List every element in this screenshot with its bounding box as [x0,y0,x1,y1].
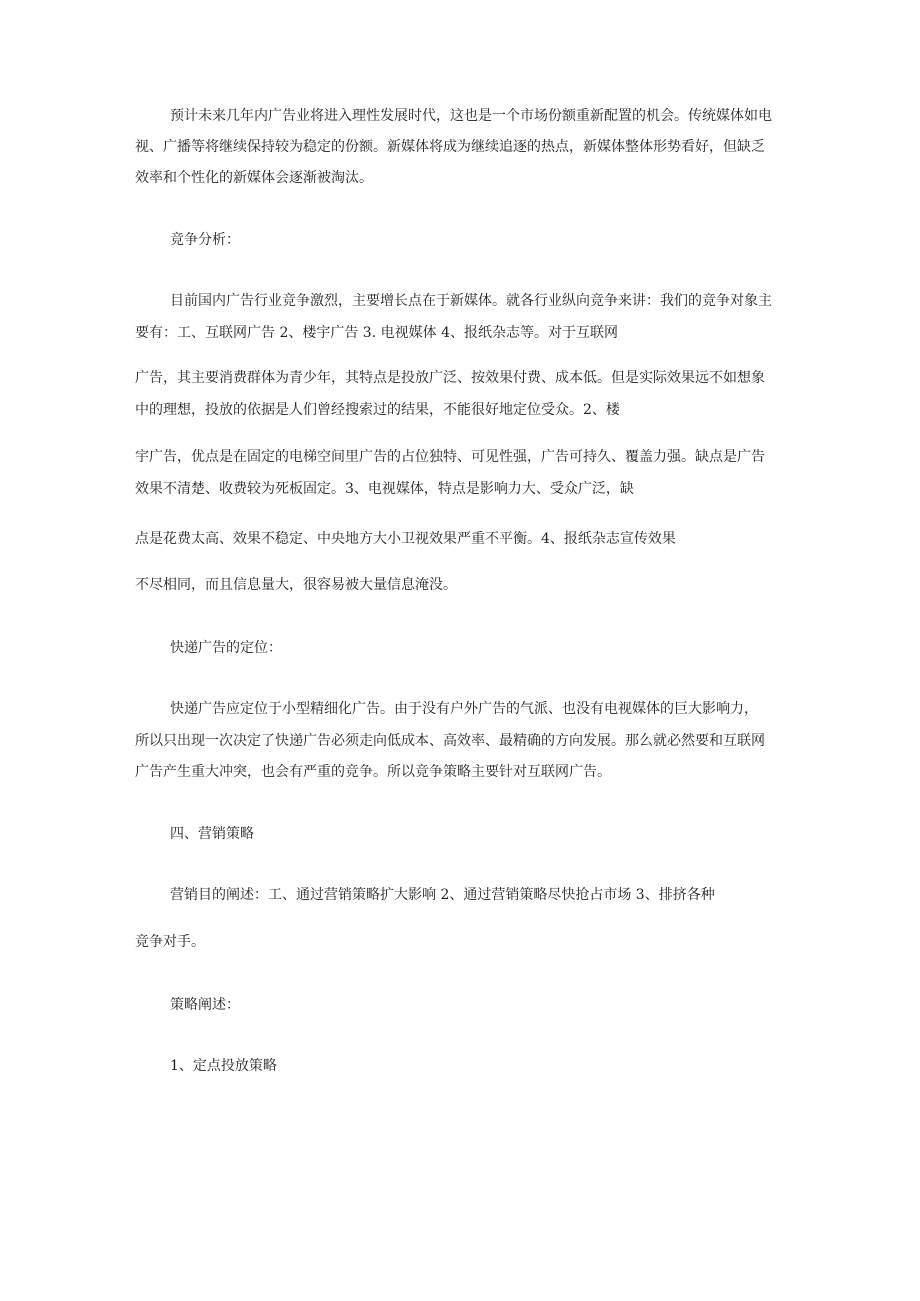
text-line: 效果不清楚、收费较为死板固定。3、电视媒体，特点是影响力大、受众广泛，缺 [135,481,634,497]
heading-express-ad-positioning: 快递广告的定位： [170,640,282,656]
text-line: 广告产生重大冲突，也会有严重的竞争。所以竞争策略主要针对互联网广告。 [135,764,611,780]
text-line: 广告，其主要消费群体为青少年，其特点是投放广泛、按效果付费、成本低。但是实际效果远不如想象 [135,370,765,386]
text-line: 不尽相同，而且信息量大，很容易被大量信息淹没。 [135,577,457,593]
text-line: 宇广告，优点是在固定的电梯空间里广告的占位独特、可见性强，广告可持久、覆盖力强。缺点是广告 [135,449,765,465]
text-line: 效率和个性化的新媒体会逐渐被淘汰。 [135,170,373,186]
text-line: 点是花费太高、效果不稳定、中央地方大小卫视效果严重不平衡。4、报纸杂志宣传效果 [135,531,676,547]
text-line: 预计未来几年内广告业将进入理性发展时代，这也是一个市场份额重新配置的机会。传统媒体如电 [170,108,772,124]
list-item-fixed-point-strategy: 1、定点投放策略 [170,1058,277,1074]
text-line: 目前国内广告行业竞争激烈，主要增长点在于新媒体。就各行业纵向竞争来讲：我们的竞争对象主 [170,293,772,309]
text-line: 中的理想，投放的依据是人们曾经搜索过的结果，不能很好地定位受众。2、楼 [135,402,620,418]
text-line: 快递广告应定位于小型精细化广告。由于没有户外广告的气派、也没有电视媒体的巨大影响力， [170,701,758,717]
text-line: 要有：工、互联网广告 2、楼宇广告 3. 电视媒体 4、报纸杂志等。对于互联网 [135,325,618,341]
text-line: 营销目的阐述：工、通过营销策略扩大影响 2、通过营销策略尽快抢占市场 3、排挤各种 [170,887,715,903]
text-line: 竞争对手。 [135,934,205,950]
text-line: 所以只出现一次决定了快递广告必须走向低成本、高效率、最精确的方向发展。那么就必然要和互联网 [135,733,765,749]
heading-strategy-description: 策略阐述： [170,997,240,1013]
heading-competition-analysis: 竞争分析： [170,232,240,248]
heading-marketing-strategy: 四、营销策略 [170,826,254,842]
text-line: 视、广播等将继续保持较为稳定的份额。新媒体将成为继续追逐的热点，新媒体整体形势看好，但缺乏 [135,139,765,155]
